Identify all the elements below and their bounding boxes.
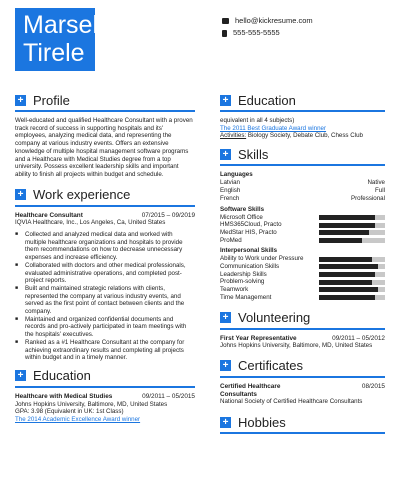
skill-name: Time Management: [220, 293, 272, 301]
volunteer-role: First Year Representative: [220, 334, 297, 342]
skill-name: HMS365Cloud, Practo: [220, 221, 282, 229]
skill-level-fill: [319, 264, 378, 269]
job-title: Healthcare Consultant: [15, 211, 83, 219]
hobbies-heading: Hobbies: [238, 414, 286, 430]
skill-row: [220, 271, 385, 279]
plus-icon: +: [15, 370, 26, 381]
skill-row: [220, 214, 385, 222]
email-text: hello@kickresume.com: [235, 16, 313, 25]
volunteering-section: [220, 310, 385, 350]
activities-label: Activities:: [220, 132, 247, 140]
language-row: [220, 187, 385, 195]
job-bullet: ■ Collaborated with doctors and other medical professionals, evaluated administrative operations, and completed post-project reports.: [15, 262, 195, 285]
skill-level-fill: [319, 280, 372, 285]
language-name: English: [220, 186, 241, 194]
education-section-right: [220, 92, 385, 140]
section-divider: [220, 328, 385, 330]
skill-row: [220, 229, 385, 237]
language-level: Professional: [350, 194, 385, 202]
plus-icon: +: [15, 95, 26, 106]
edu-line: equivalent in all 4 subjects): [220, 117, 295, 124]
plus-icon: +: [15, 189, 26, 200]
left-column: [15, 92, 195, 430]
interpersonal-skills-list: [220, 255, 385, 301]
plus-icon: +: [220, 312, 231, 323]
section-divider: [220, 432, 385, 434]
language-row: [220, 195, 385, 203]
skill-level-fill: [319, 215, 375, 220]
volunteering-heading: Volunteering: [238, 310, 311, 326]
section-divider: [220, 110, 385, 112]
plus-icon: +: [220, 360, 231, 371]
phone-row: [222, 27, 313, 39]
education-heading: Education: [238, 92, 296, 108]
languages-label: Languages: [220, 171, 253, 179]
skill-name: MedStar HIS, Practo: [220, 228, 277, 236]
skill-level-bar: [319, 223, 385, 228]
software-skills-list: [220, 214, 385, 245]
language-level: Full: [375, 186, 385, 194]
skill-name: Teamwork: [220, 286, 249, 294]
skill-level-bar: [319, 295, 385, 300]
section-divider: [220, 376, 385, 378]
skill-name: Problem-solving: [220, 278, 265, 286]
skill-row: [220, 278, 385, 286]
edu-gpa: GPA: 3.98 (Equivalent in UK: 1st Class): [15, 408, 124, 416]
job-bullet: ■ Built and maintained strategic relations with clients, represented the company at various industry events, and served as the first point of contact between clients and the company.: [15, 285, 195, 316]
skill-row: [220, 237, 385, 245]
interpersonal-label: Interpersonal Skills: [220, 247, 278, 255]
edu-school: Johns Hopkins University, Baltimore, MD, United States: [15, 400, 168, 408]
skill-level-bar: [319, 264, 385, 269]
edu-award: The 2011 Best Graduate Award winner: [220, 124, 327, 132]
skill-row: [220, 263, 385, 271]
first-name: Marsela: [23, 11, 112, 39]
job-bullet: ■ Collected and analyzed medical data and worked with multiple healthcare organizations and hospitals to provide them recommendations on how to decrease unnecessary expenses and increase efficiency.: [15, 231, 195, 262]
certificates-heading: Certificates: [238, 358, 304, 374]
skill-row: [220, 294, 385, 302]
skill-level-fill: [319, 238, 362, 243]
skills-heading: Skills: [238, 146, 269, 162]
job-bullet: ■ Maintained and organized confidential documents and records and pro-actively participated in team meetings with the hospitals' executives.: [15, 316, 195, 339]
skill-level-bar: [319, 272, 385, 277]
plus-icon: +: [220, 149, 231, 160]
education-section-left: [15, 368, 195, 424]
skill-level-fill: [319, 287, 378, 292]
section-divider: [220, 164, 385, 166]
skill-name: Microsoft Office: [220, 213, 263, 221]
skill-level-bar: [319, 230, 385, 235]
skill-level-fill: [319, 272, 375, 277]
certificate-date: 08/2015: [361, 382, 385, 390]
profile-text: Well-educated and qualified Healthcare Consultant with a proven track record of success in supporting hospitals and its' employees, analyzing medical data, and representing the company at various industry events. Offers an extensive knowledge of multiple hospital management software programs and a Healthcare with Medical Studies degree from a top university. Possess excellent leadership skills and important ability to finish all projects within budget and schedule.: [15, 117, 193, 178]
skill-level-bar: [319, 287, 385, 292]
email-icon: [222, 18, 229, 24]
language-name: French: [220, 194, 240, 202]
skill-level-bar: [319, 280, 385, 285]
certificate-name: Certified Healthcare Consultants: [220, 382, 281, 398]
skill-row: [220, 255, 385, 263]
language-name: Latvian: [220, 179, 240, 187]
degree: Healthcare with Medical Studies: [15, 392, 113, 400]
hobbies-section: [220, 414, 385, 434]
edu-award: The 2014 Academic Excellence Award winner: [15, 416, 141, 424]
certificates-section: [220, 358, 385, 406]
skill-level-fill: [319, 230, 369, 235]
right-column: [220, 92, 385, 440]
job-bullet: ■ Ranked as a #1 Healthcare Consultant at the company for achieving extraordinary results and completing all projects within budget and in a timely manner.: [15, 339, 195, 362]
software-label: Software Skills: [220, 205, 265, 213]
language-row: [220, 179, 385, 187]
skill-level-fill: [319, 257, 372, 262]
skill-name: Ability to Work under Pressure: [220, 255, 304, 263]
skill-level-fill: [319, 223, 375, 228]
skill-name: ProMed: [220, 236, 242, 244]
activities-text: Biology Society, Debate Club, Chess Club: [247, 132, 363, 140]
skill-level-bar: [319, 257, 385, 262]
job-bullets: [15, 231, 195, 362]
skills-section: [220, 146, 385, 301]
plus-icon: +: [220, 95, 231, 106]
section-divider: [15, 110, 195, 112]
skill-level-fill: [319, 295, 375, 300]
job-dates: 07/2015 – 09/2019: [141, 211, 195, 219]
phone-text: 555-555-5555: [233, 28, 280, 37]
education-heading: Education: [33, 368, 91, 384]
profile-section: [15, 92, 195, 179]
job-company: IQVIA Healthcare, Inc., Los Angeles, Ca, United States: [15, 219, 166, 227]
email-row: [222, 15, 313, 27]
plus-icon: +: [220, 417, 231, 428]
skill-level-bar: [319, 238, 385, 243]
name-block: [15, 8, 112, 71]
last-name: Tirele: [23, 39, 85, 67]
section-divider: [15, 205, 195, 207]
edu-dates: 09/2011 – 05/2015: [142, 392, 195, 400]
certificate-org: National Society of Certified Healthcare Consultants: [220, 398, 363, 406]
skill-row: [220, 221, 385, 229]
volunteer-dates: 09/2011 – 05/2012: [332, 334, 385, 342]
language-level: Native: [367, 179, 385, 187]
skill-row: [220, 286, 385, 294]
work-section: [15, 187, 195, 362]
profile-heading: Profile: [33, 92, 70, 108]
phone-icon: [222, 30, 227, 37]
skill-name: Communication Skills: [220, 263, 280, 271]
volunteer-org: Johns Hopkins University, Baltimore, MD, United States: [220, 342, 373, 350]
skill-level-bar: [319, 215, 385, 220]
work-heading: Work experience: [33, 187, 131, 203]
section-divider: [15, 386, 195, 388]
contact-info: [222, 15, 313, 39]
skill-name: Leadership Skills: [220, 270, 267, 278]
